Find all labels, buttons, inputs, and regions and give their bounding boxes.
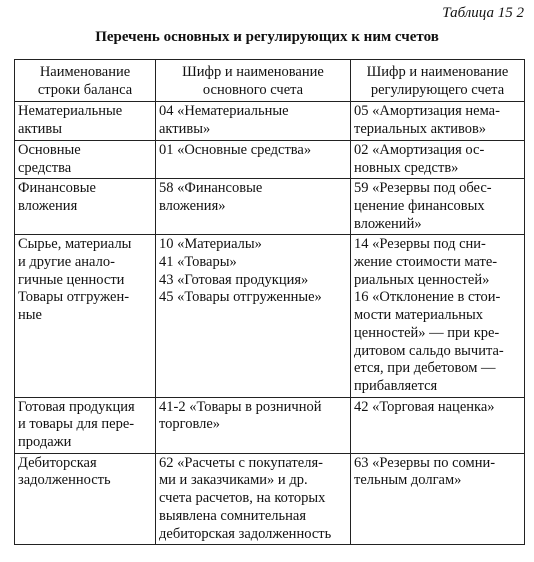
table-header-row [15, 60, 525, 102]
cell-regulating-account: 63 «Резервы по сомни- тельным долгам» [351, 453, 525, 545]
table-row [15, 397, 525, 453]
cell-balance-line: Дебиторская задолженность [15, 453, 156, 545]
page-title: Перечень основных и регулирующих к ним счетов [95, 29, 439, 45]
header-main-account: Шифр и наименование основного счета [156, 60, 351, 102]
cell-regulating-account: 59 «Резервы под обес- ценение финансовых вложений» [351, 179, 525, 235]
cell-balance-line: Готовая продукция и товары для пере- продажи [15, 397, 156, 453]
table-row [15, 140, 525, 178]
cell-regulating-account: 05 «Амортизация нема- териальных активов» [351, 102, 525, 140]
cell-main-account: 41-2 «Товары в розничной торговле» [156, 397, 351, 453]
cell-balance-line: Основные средства [15, 140, 156, 178]
cell-balance-line: Нематериальные активы [15, 102, 156, 140]
cell-main-account: 10 «Материалы» 41 «Товары» 43 «Готовая продукция» 45 «Товары отгруженные» [156, 235, 351, 397]
cell-regulating-account: 02 «Амортизация ос- новных средств» [351, 140, 525, 178]
table-row [15, 179, 525, 235]
table-row [15, 102, 525, 140]
table-number-label: Таблица 15 2 [442, 5, 524, 21]
table-row [15, 235, 525, 397]
cell-main-account: 04 «Нематериальные активы» [156, 102, 351, 140]
accounts-table [14, 59, 525, 545]
cell-main-account: 62 «Расчеты с покупателя- ми и заказчиками» и др. счета расчетов, на которых выявлена сомнительная дебиторская задолженность [156, 453, 351, 545]
cell-regulating-account: 42 «Торговая наценка» [351, 397, 525, 453]
cell-balance-line: Финансовые вложения [15, 179, 156, 235]
cell-main-account: 58 «Финансовые вложения» [156, 179, 351, 235]
table-row [15, 453, 525, 545]
header-regulating-account: Шифр и наименование регулирующего счета [351, 60, 525, 102]
cell-main-account: 01 «Основные средства» [156, 140, 351, 178]
header-balance-line: Наименование строки баланса [15, 60, 156, 102]
cell-regulating-account: 14 «Резервы под сни- жение стоимости мате- риальных ценностей» 16 «Отклонение в стои- мости материальных ценностей» — при кре- дитовом сальдо вычита- ется, при дебетовом — прибавляется [351, 235, 525, 397]
cell-balance-line: Сырье, материалы и другие анало- гичные ценности Товары отгружен- ные [15, 235, 156, 397]
